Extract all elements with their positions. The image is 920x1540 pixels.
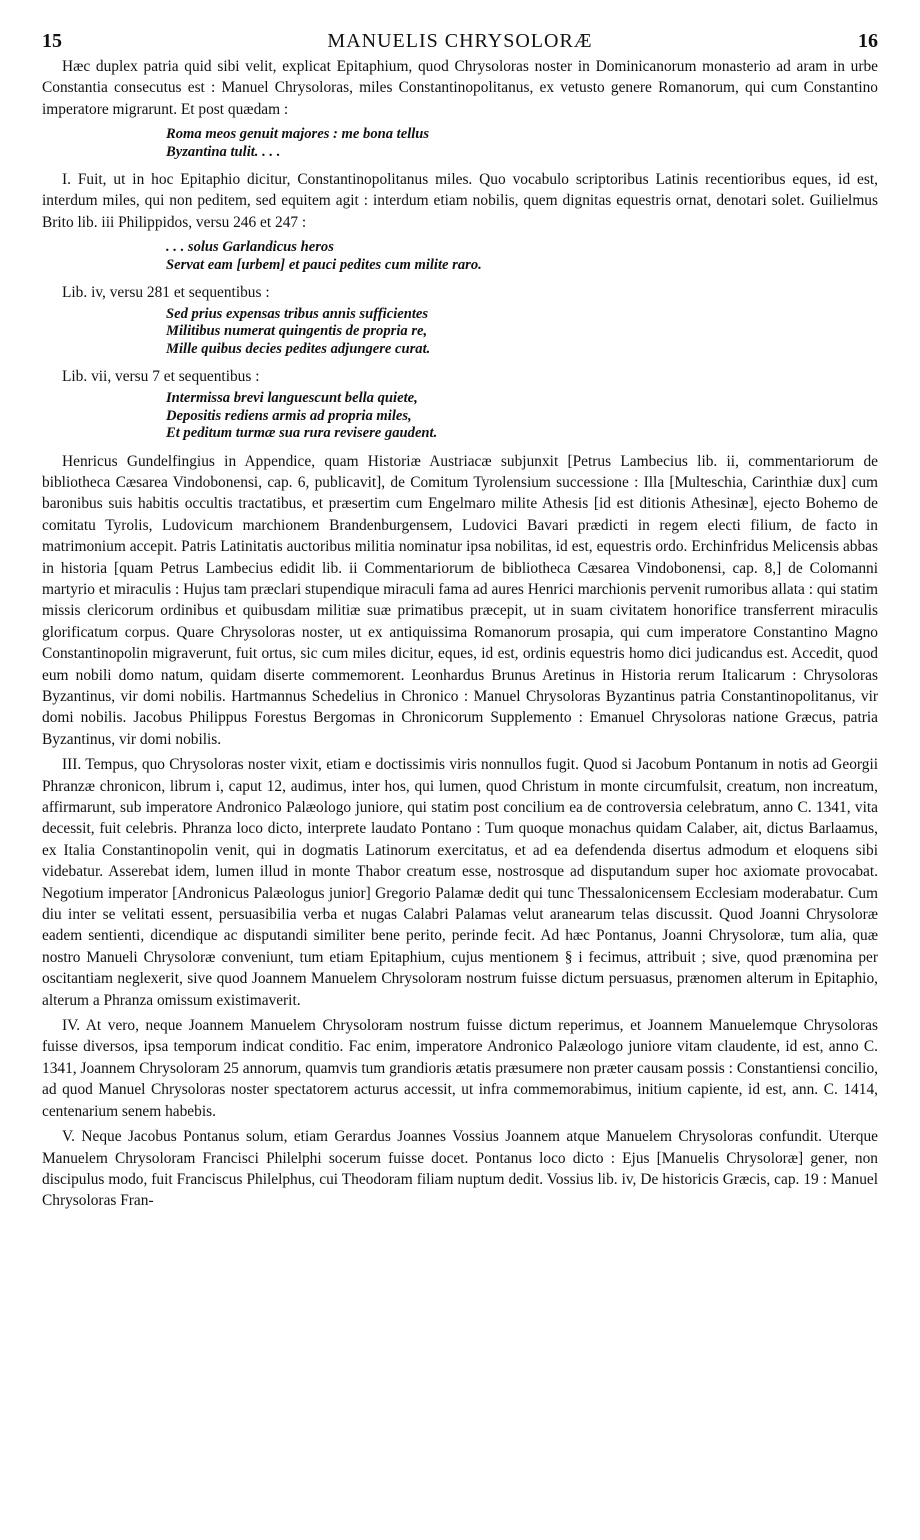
lib-iv-verse-line: Militibus numerat quingentis de propria re, [166, 323, 428, 340]
lib-vii-reference: Lib. vii, versu 7 et sequentibus : [62, 368, 260, 386]
epitaph-verse-line: Roma meos genuit majores : me bona tellus [166, 126, 430, 143]
brito-verse-line: Servat eam [urbem] et pauci pedites cum milite raro. [166, 256, 482, 273]
running-head [42, 30, 878, 56]
lib-vii-verse-line: Et peditum turmæ sua rura revisere gaudent. [166, 425, 438, 442]
lib-iv-verse-line: Mille quibus decies pedites adjungere curat. [166, 340, 431, 357]
section-iii-paragraph: III. Tempus, quo Chrysoloras noster vixit, etiam e doctissimis viris nonnullos fugit. Quod si Jacobum Pontanum in notis ad Georgii Phranzæ chronicon, librum i, caput 12, audimus, inter hos, qui lumen, quod Christum in monte circumfulsit, creatum, non increatum, affirmarunt, sub imperatore Andronico Palæologo juniore, qui statim post concilium ea de controversia celebratum, anno C. 1341, vita decessit, fuit celebris. Phranza loco dicto, interprete laudato Pontano : Tum quoque monachus quidam Calaber, ait, dictus Barlaamus, ex Italia Constantinopolin venit, qui in dogmatis Latinorum exercitatus, et ad ea defendenda disertus admodum et eloquens sibi videbatur. Asserebat idem, lumen illud in monte Thabor creatum esse, nostrosque ad disputandum super hoc axiomate provocabat. Negotium imperator [Andronicus Palæologus junior] Gregorio Palamæ dedit qui tunc Thessalonicensem Ecclesiam moderabatur. Cum diu inter se velitati essent, persuasibilia verba et nugas Calabri Palamas velut aranearum telas discussit. Quod Joanni Chrysoloræ eadem sentienti, dicendique ac disputandi similiter bene perito, perinde fecit. Ad hæc Pontanus, Joanni Chrysoloræ, tum alia, quæ nostro Manueli Chrysoloræ conveniunt, tum etiam Epitaphium, cujus mentionem § i fecimus, attribuit ; sive, quod prænomina per oscitantiam neglexerit, sive quod Joannem Manuelem Chrysoloram nostrum fuisse dictum persuasus, prænomen alterum in Epitaphio, alterum a Phranza omissum existimaverit. [42, 756, 878, 1009]
henricus-paragraph: Henricus Gundelfingius in Appendice, quam Historiæ Austriacæ subjunxit [Petrus Lambecius lib. ii, commentariorum de bibliotheca Cæsarea Vindobonensi, cap. 6, publicavit], de Comitum Tyrolensium successione : Illa [Multeschia, Carinthiæ dux] cum baronibus suis habitis occultis tractatibus, et præsertim cum Engelmaro milite Athesis [id est ditionis Athesinæ], ejecto Bohemo de comitatu Tyrolis, Ludovicum marchionem Brandenburgensem, Ludovici Bavari prædicti in regem electi filium, de facto in matrimonium accepit. Patris Latinitatis auctoribus militia nominatur ipsa nobilitas, id est, equestris ordo. Erchinfridus Melicensis abbas in historia [quam Petrus Lambecius edidit lib. ii Commentariorum de bibliotheca Cæsarea Vindobonensi, cap. 8,] de Colomanni martyrio et miraculis : Hujus tam præclari stupendique miraculi fama ad aures Henrici marchionis pervenit rumoribus allata : qui statim missis clericorum ordinibus et quibusdam militiæ suæ primatibus præcepit, ut in suam civitatem honorifice transferrent miraculis glorificatum corpus. Quare Chrysoloras noster, ut ex antiquissima Romanorum prosapia, qui cum imperatore Constantino Magno Constantinopolin migraverunt, fuit ortus, sic cum miles dicitur, eques, id est, ordinis equestris homo dici judicandus est. Accedit, quod eum nobili domo natum, quidam diserte commemorent. Leonhardus Brunus Aretinus in Historia rerum Italicarum : Chrysoloras Byzantinus, vir domi nobilis. Hartmannus Schedelius in Chronico : Manuel Chrysoloras Byzantinus patria Constantinopolitanus, vir domi nobilis. Jacobus Philippus Forestus Bergomas in Chronicorum Supplemento : Emanuel Chrysoloras natione Græcus, patria Byzantinus, vir domi nobilis. [42, 452, 878, 748]
epitaph-verse-line: Byzantina tulit. . . . [166, 143, 281, 160]
lib-iv-reference: Lib. iv, versu 281 et sequentibus : [62, 284, 270, 302]
lib-iv-verse-line: Sed prius expensas tribus annis sufficientes [166, 306, 429, 323]
section-v-paragraph: V. Neque Jacobus Pontanus solum, etiam Gerardus Joannes Vossius Joannem atque Manuelem Chrysoloras confundit. Uterque Manuelem Chrysoloram Francisci Philelphi socerum fuisse docet. Pontanus loco dicto : Ejus [Manuelis Chrysoloræ] gener, non discipulus modo, fuit Franciscus Philelphus, cui Theodoram filiam nuptum dedit. Vossius lib. iv, De historicis Græcis, cap. 19 : Manuel Chrysoloras Fran- [42, 1128, 878, 1210]
intro-paragraph: Hæc duplex patria quid sibi velit, explicat Epitaphium, quod Chrysoloras noster in Dominicanorum monasterio ad aram in urbe Constantia consecutus est : Manuel Chrysoloras, miles Constantinopolitanus, ex vetusto genere Romanorum, qui cum Constantino imperatore migrarunt. Et post quædam : [42, 58, 878, 118]
page-number-left: 15 [42, 30, 62, 52]
brito-verse-line: . . . solus Garlandicus heros [166, 239, 334, 256]
lib-vii-verse-line: Intermissa brevi languescunt bella quiete, [166, 390, 418, 407]
section-iv-paragraph: IV. At vero, neque Joannem Manuelem Chrysoloram nostrum fuisse dictum reperimus, et Joannem Manuelemque Chrysoloras fuisse diversos, ipsa temporum indicat conditio. Fac enim, imperatore Andronico Palæologo juniore vitam claudente, id est, anno C. 1341, Joannem Chrysoloram 25 annorum, quamvis tum grandioris ætatis præsumere non præter causam possis : Constantiensi concilio, ad quod Manuel Chrysoloras noster spectatorem acturus accessit, ut infra commemorabimus, initium capiente, id est, ann. C. 1414, centenarium senem habebis. [42, 1017, 878, 1120]
section-i-paragraph: I. Fuit, ut in hoc Epitaphio dicitur, Constantinopolitanus miles. Quo vocabulo scriptoribus Latinis recentioribus eques, id est, interdum miles, qui non peditem, sed equitem agit : interdum etiam nobilis, quem dignitas equestris ornat, denotari solet. Guilielmus Brito lib. iii Philippidos, versu 246 et 247 : [42, 171, 878, 231]
page-number-right: 16 [858, 30, 878, 52]
lib-vii-verse-line: Depositis rediens armis ad propria miles, [166, 407, 412, 424]
running-title: MANUELIS CHRYSOLORÆ [327, 30, 593, 52]
